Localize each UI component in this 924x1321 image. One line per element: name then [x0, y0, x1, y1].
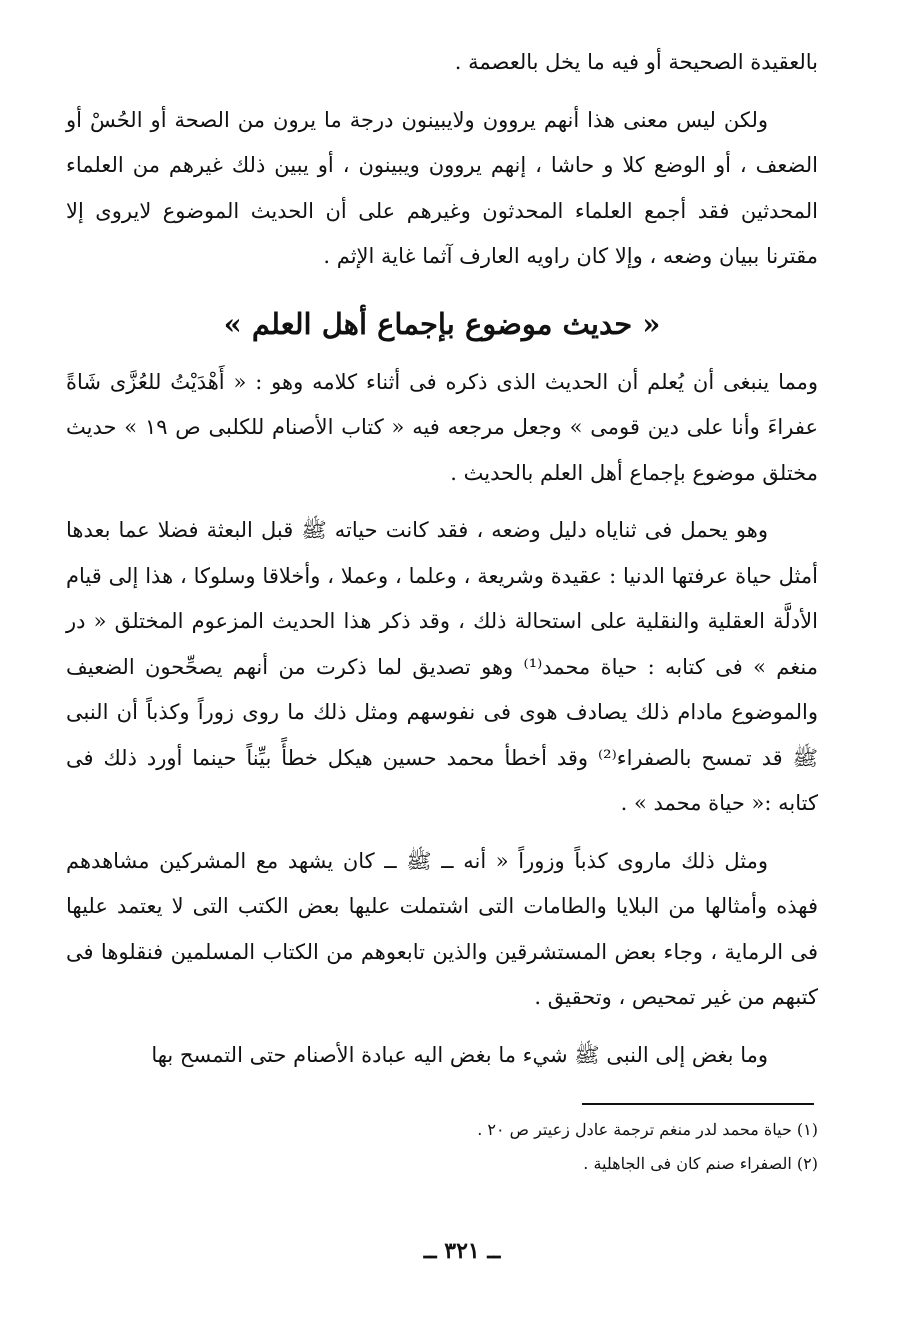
footnote-divider [582, 1103, 814, 1105]
footnotes [66, 1113, 818, 1181]
page-text [66, 40, 818, 1078]
paragraph-narrators: ولكن ليس معنى هذا أنهم يروون ولايبينون درجة ما يرون من الصحة أو الحُسْ أو الضعف ، أو الوضع كلا و حاشا ، إنهم يروون ويبينون ، أو يبين ذلك غيرهم من العلماء المحدثين فقد أجمع العلماء المحدثون وغيرهم على أن الحديث الموضوع لايروى إلا مقترنا ببيان وضعه ، وإلا كان راويه العارف آثما غاية الإثم . [66, 107, 818, 268]
footnote-2: (٢) الصفراء صنم كان فى الجاهلية . [583, 1154, 818, 1173]
footnote-1: (١) حياة محمد لدر منغم ترجمة عادل زعيتر ص ٢٠ . [477, 1120, 818, 1139]
paragraph-continuation: بالعقيدة الصحيحة أو فيه ما يخل بالعصمة . [454, 50, 818, 74]
paragraph-falsehood: ومثل ذلك ماروى كذباً وزوراً « أنه ــ ﷺ ــ كان يشهد مع المشركين مشاهدهم فهذه وأمثالها من البلايا والطامات التى اشتملت عليها بعض الكتب التى لا يعتمد عليها فى الرماية ، وجاء بعض المستشرقين والذين تابعوهم من الكتاب المسلمين فنقلوها فى كتبهم من غير تمحيص ، وتحقيق . [66, 848, 818, 1009]
section-heading: « حديث موضوع بإجماع أهل العلم » [223, 306, 661, 341]
paragraph-evidence: وهو يحمل فى ثناياه دليل وضعه ، فقد كانت حياته ﷺ قبل البعثة فضلا عما بعدها أمثل حياة عرفتها الدنيا : عقيدة وشريعة ، وعلما ، وعملا ، وأخلاقا وسلوكا ، هذا إلى قيام الأدلَّة العقلية والنقلية على استحالة ذلك ، وقد ذكر هذا الحديث المزعوم المختلق « در منغم » فى كتابه : حياة محمد⁽¹⁾ وهو تصديق لما ذكرت من أنهم يصحِّحون الضعيف والموضوع مادام ذلك يصادف هوى فى نفوسهم ومثل ذلك ما روى زوراً وكذباً أن النبى ﷺ قد تمسح بالصفراء⁽²⁾ وقد أخطأ محمد حسين هيكل خطأً بيِّناً حينما أورد ذلك فى كتابه :« حياة محمد » . [66, 518, 818, 815]
page-number: ــ ٣٢١ ــ [423, 1238, 501, 1264]
paragraph-idols: وما بغض إلى النبى ﷺ شيء ما بغض اليه عبادة الأصنام حتى التمسح بها [151, 1042, 768, 1067]
paragraph-fabricated-hadith: ومما ينبغى أن يُعلم أن الحديث الذى ذكره فى أثناء كلامه وهو : « أَهْدَيْتُ للعُزَّى شَاةً عفراءَ وأنا على دين قومى » وجعل مرجعه فيه « كتاب الأصنام للكلبى ص ١٩ » حديث مختلق موضوع بإجماع أهل العلم بالحديث . [66, 369, 818, 485]
